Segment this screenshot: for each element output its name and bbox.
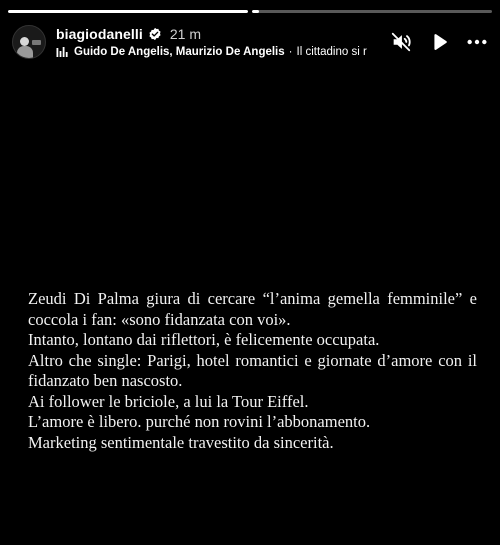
caption-line-2: Intanto, lontano dai riflettori, è felicemente occupata.	[28, 330, 380, 349]
more-options-button[interactable]	[466, 31, 488, 53]
user-row	[56, 25, 382, 42]
verified-badge-icon	[148, 27, 162, 41]
music-separator: ·	[288, 46, 293, 58]
speaker-muted-icon	[390, 31, 412, 53]
story-caption	[28, 289, 477, 453]
progress-segment-1	[8, 10, 248, 13]
caption-line-1: Zeudi Di Palma giura di cercare “l’anima gemella femminile” e coccola i fan: «sono fidanzata con voi».	[28, 289, 477, 329]
more-options-icon	[466, 31, 488, 53]
caption-line-3: Altro che single: Parigi, hotel romantici e giornate d’amore con il fidanzato ben nascosto.	[28, 350, 477, 390]
music-title: Il cittadino si r	[296, 46, 367, 58]
music-artists: Guido De Angelis, Maurizio De Angelis	[74, 46, 285, 58]
progress-segment-1-fill	[8, 10, 248, 13]
music-row[interactable]	[56, 45, 382, 59]
caption-line-6: Marketing sentimentale travestito da sincerità.	[28, 432, 334, 452]
story-header	[12, 24, 488, 60]
avatar-face	[20, 37, 29, 46]
play-button[interactable]	[428, 31, 450, 53]
music-bars-icon	[56, 46, 68, 58]
play-icon	[429, 32, 449, 52]
avatar-mark	[32, 40, 41, 45]
username[interactable]: biagiodanelli	[56, 25, 143, 42]
story-progress-bar	[8, 10, 492, 13]
progress-segment-2-fill	[252, 10, 259, 13]
progress-segment-2	[252, 10, 492, 13]
mute-button[interactable]	[390, 31, 412, 53]
post-time: 21 m	[169, 25, 201, 42]
story-controls	[390, 31, 488, 53]
avatar[interactable]	[12, 25, 46, 59]
caption-line-5: L’amore è libero. purché non rovini l’abbonamento.	[28, 412, 371, 431]
avatar-body	[17, 46, 33, 59]
story-meta	[56, 25, 382, 59]
caption-line-4: Ai follower le briciole, a lui la Tour Eiffel.	[28, 391, 309, 411]
